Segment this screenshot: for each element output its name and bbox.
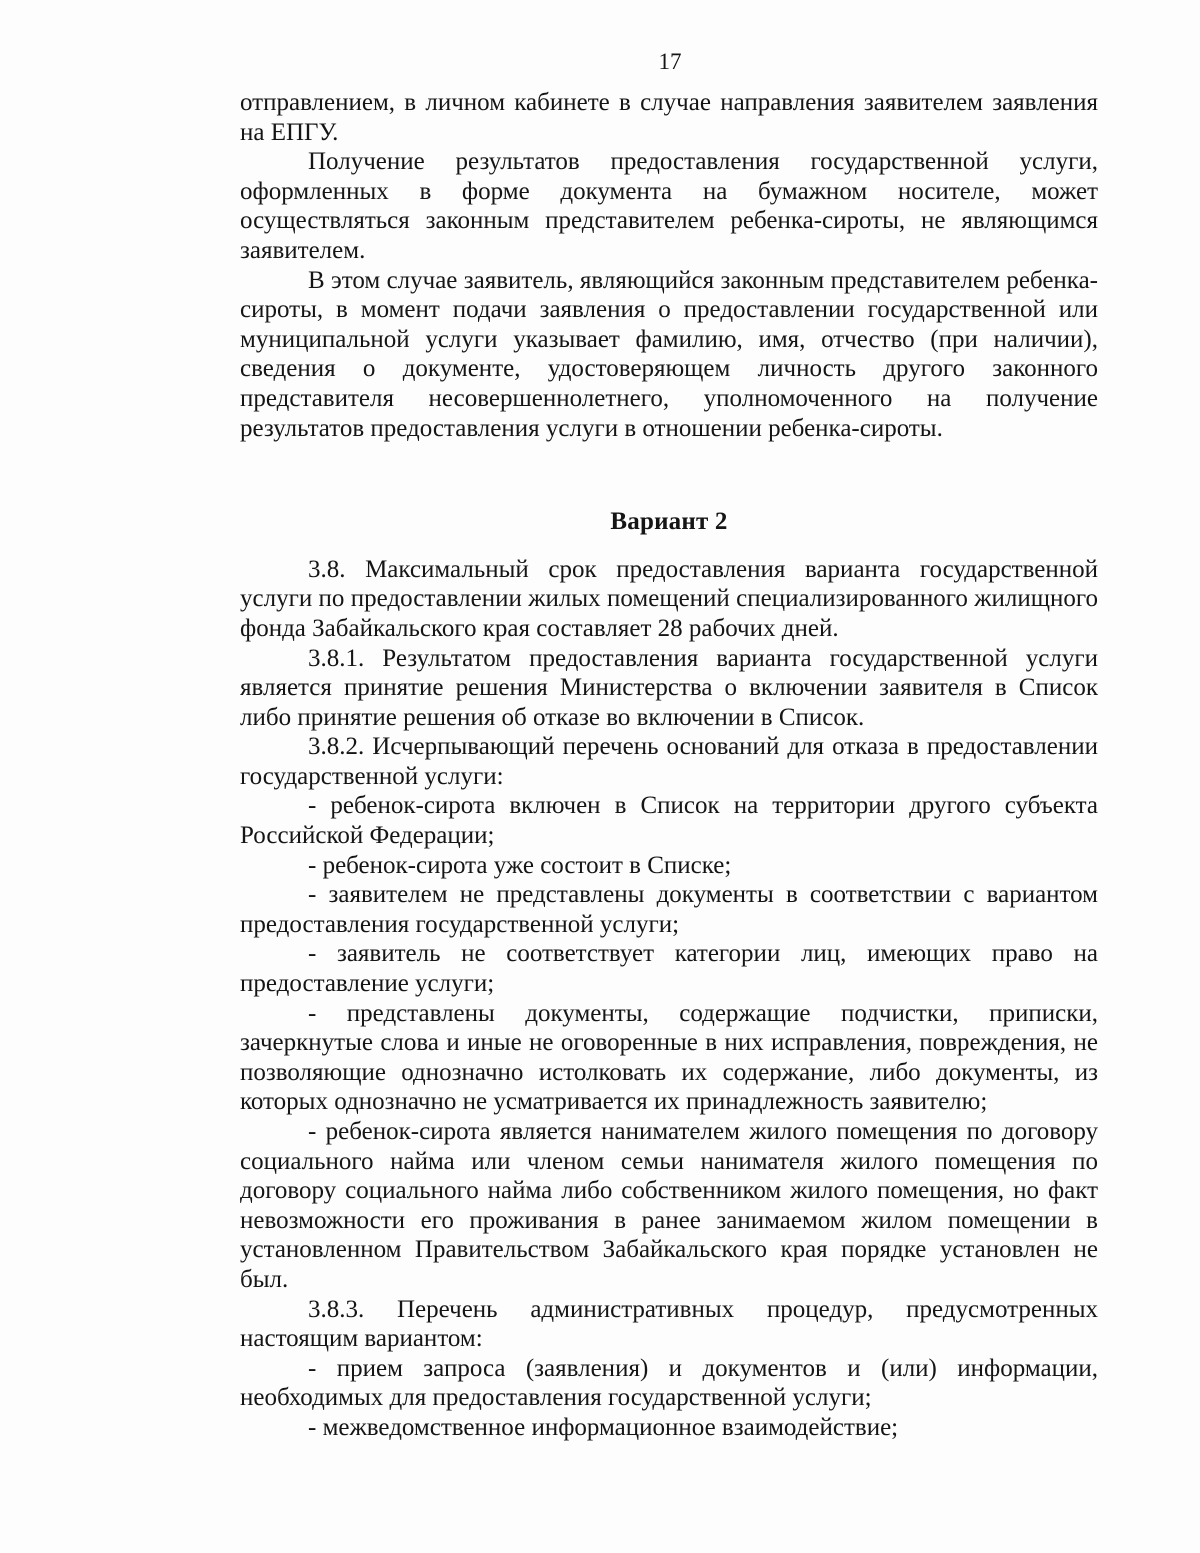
- list-item: - заявитель не соответствует категории лиц, имеющих право на предоставление услуги;: [240, 940, 1098, 998]
- paragraph-3-8: 3.8. Максимальный срок предоставления варианта государственной услуги по предоставлении жилых помещений специализированного жилищного фонда Забайкальского края составляет 28 рабочих дней.: [240, 555, 1098, 642]
- paragraph: В этом случае заявитель, являющийся законным представителем ребенка-сироты, в момент подачи заявления о предоставлении государственной или муниципальной услуги указывает фамилию, имя, отчество (при наличии), сведения о документе, удостоверяющем личность другого законного представителя несовершеннолетнего, уполномоченного на получение результатов предоставления услуги в отношении ребенка-сироты.: [240, 266, 1098, 442]
- document-body: [240, 88, 1098, 1443]
- list-item: - ребенок-сирота является нанимателем жилого помещения по договору социального найма или членом семьи нанимателя жилого помещения по договору социального найма либо собственником жилого помещения, но факт невозможности его проживания в ранее занимаемом жилом помещении в установленном Правительством Забайкальского края порядке установлен не был.: [240, 1118, 1098, 1293]
- list-item: - ребенок-сирота включен в Список на территории другого субъекта Российской Федерации;: [240, 792, 1098, 850]
- list-item: - ребенок-сирота уже состоит в Списке;: [308, 851, 732, 879]
- paragraph: Получение результатов предоставления государственной услуги, оформленных в форме документа на бумажном носителе, может осуществляться законным представителем ребенка-сироты, не являющимся заявителем.: [240, 148, 1098, 264]
- list-item: - межведомственное информационное взаимодействие;: [308, 1413, 899, 1441]
- list-item: - представлены документы, содержащие подчистки, приписки, зачеркнутые слова и иные не оговоренные в них исправления, повреждения, не позволяющие однозначно истолковать их содержание, либо документы, из которых однозначно не усматривается их принадлежность заявителю;: [240, 999, 1098, 1116]
- list-item: - прием запроса (заявления) и документов и (или) информации, необходимых для предоставления государственной услуги;: [240, 1354, 1098, 1412]
- page-number: 17: [658, 49, 682, 74]
- section-heading: Вариант 2: [610, 508, 728, 536]
- paragraph-3-8-2: 3.8.2. Исчерпывающий перечень оснований для отказа в предоставлении государственной услуги:: [240, 733, 1098, 790]
- list-item: - заявителем не представлены документы в соответствии с вариантом предоставления государственной услуги;: [240, 881, 1098, 938]
- paragraph: отправлением, в личном кабинете в случае направления заявителем заявления на ЕПГУ.: [240, 89, 1098, 146]
- paragraph-3-8-3: 3.8.3. Перечень административных процедур, предусмотренных настоящим вариантом:: [240, 1295, 1098, 1353]
- paragraph-3-8-1: 3.8.1. Результатом предоставления варианта государственной услуги является принятие решения Министерства о включении заявителя в Список либо принятие решения об отказе во включении в Список.: [240, 644, 1098, 731]
